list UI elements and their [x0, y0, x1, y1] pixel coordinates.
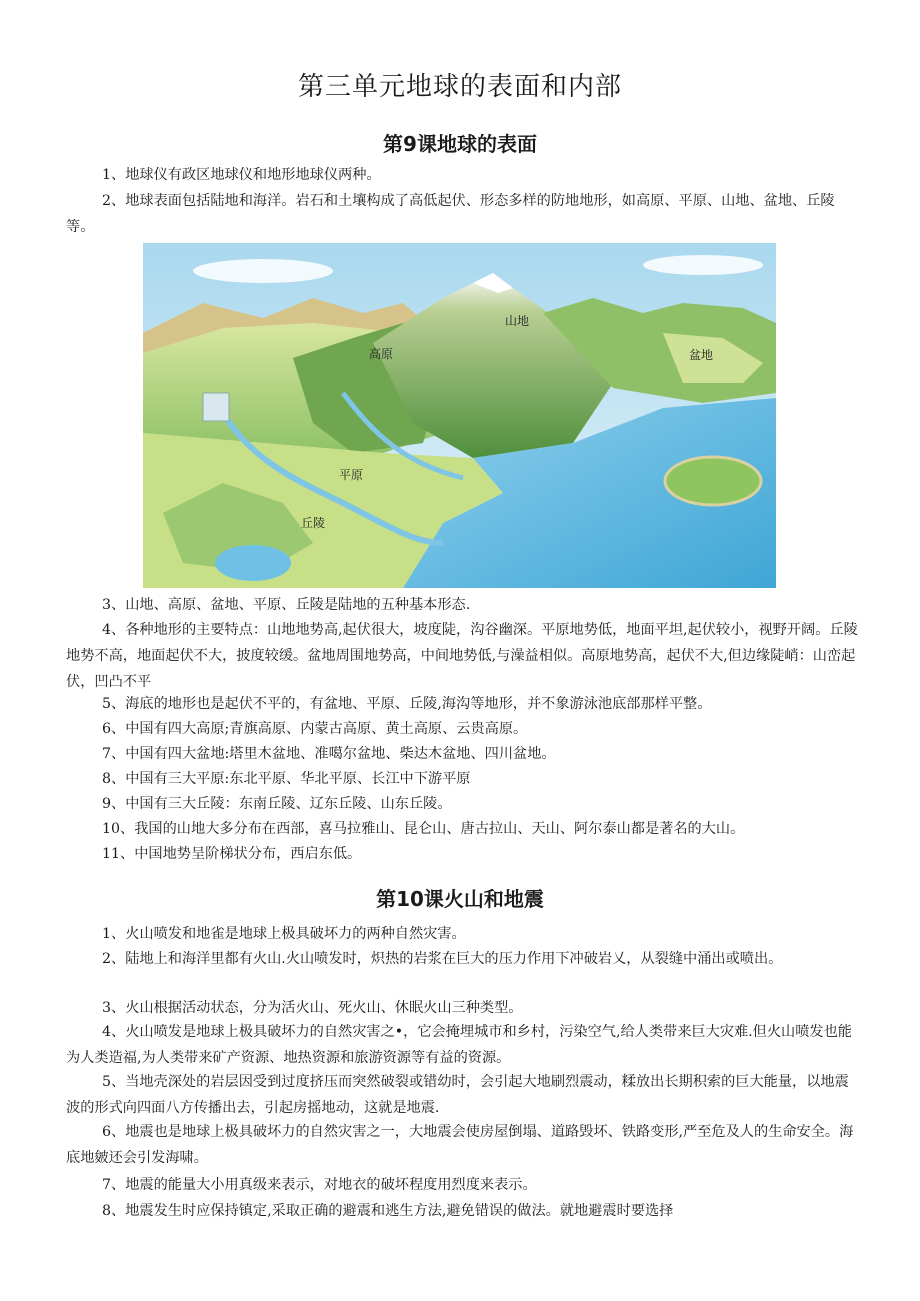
label-plateau: 高原: [369, 347, 394, 361]
lesson-9-item-5: 5、海底的地形也是起伏不平的，有盆地、平原、丘陵,海沟等地形，并不象游泳池底部那样平整。: [102, 696, 712, 712]
label-plain: 平原: [339, 468, 364, 482]
lesson-9-item-3: 3、山地、高原、盆地、平原、丘陵是陆地的五种基本形态.: [102, 597, 471, 613]
label-hill: 丘陵: [301, 516, 326, 530]
lake: [215, 545, 291, 581]
lesson-10-item-6: 6、地震也是地球上极具破坏力的自然灾害之一，大地震会使房屋倒塌、道路毁坏、铁路变形,严至危及人的生命安全。海底地皴还会引发海啸。: [66, 1124, 854, 1166]
lesson-9-item-1: 1、地球仪有政区地球仪和地形地球仪两种。: [102, 167, 381, 183]
lesson-10-item-3: 3、火山根据活动状态，分为活火山、死火山、休眠火山三种类型。: [102, 1000, 523, 1016]
island: [665, 457, 761, 505]
lesson-9-item-8: 8、中国有三大平原:东北平原、华北平原、长江中下游平原: [102, 771, 471, 787]
lesson-9-item-6: 6、中国有四大高原;青旗高原、内蒙古高原、黄土高原、云贵高原。: [102, 721, 528, 737]
lesson-9-heading: 第9课地球的表面: [383, 132, 537, 156]
lesson-9-item-11: 11、中国地势呈阶梯状分布，西启东低。: [102, 846, 362, 862]
lesson-10-item-8: 8、地震发生时应保持镇定,采取正确的避震和逃生方法,避免错误的做法。就地避震时要选择: [102, 1203, 674, 1219]
cloud: [643, 255, 763, 275]
lesson-10-item-2: 2、陆地上和海洋里都有火山.火山喷发时，炽热的岩浆在巨大的压力作用下冲破岩乂，从裂缝中涌出或喷出。: [102, 951, 783, 967]
lesson-10-item-4: 4、火山喷发是地球上极具破坏力的自然灾害之•，它会掩埋城市和乡村，污染空气,给人类带来巨大灾难.但火山喷发也能为人类造福,为人类带来矿产资源、地热资源和旅游资源等有益的资源。: [66, 1024, 852, 1066]
lesson-9-item-2: 2、地球表面包括陆地和海洋。岩石和土壤构成了高低起伏、形态多样的防地地形，如高原、平原、山地、盆地、丘陵等。: [66, 193, 835, 235]
unit-title: 第三单元地球的表面和内部: [297, 72, 622, 102]
cloud: [193, 259, 333, 283]
lesson-9-item-9: 9、中国有三大丘陵：东南丘陵、辽东丘陵、山东丘陵。: [102, 796, 452, 812]
lesson-9-item-4: 4、各种地形的主要特点：山地地势高,起伏很大，坡度陡，沟谷幽深。平原地势低，地面平坦,起伏较小，视野开阔。丘陵地势不高，地面起伏不大，披度较缓。盆地周围地势高，中间地势低,与澡益相似。高原地势高，起伏不大,但边缘陡峭：山峦起伏，凹凸不平: [66, 622, 858, 690]
lesson-10-heading: 第10课火山和地震: [376, 887, 544, 911]
terrain-svg: [143, 243, 776, 588]
lesson-9-item-7: 7、中国有四大盆地:塔里木盆地、准噶尔盆地、柴达木盆地、四川盆地。: [102, 746, 556, 762]
lesson-10-item-5: 5、当地壳深处的岩层因受到过度挤压而突然破裂或错幼时，会引起大地刷烈震动，糅放出长期积索的巨大能量，以地震波的形式向四面八方传播出去，引起房摇地动，这就是地震.: [66, 1074, 849, 1116]
dam: [203, 393, 229, 421]
lesson-9-item-10: 10、我国的山地大多分布在西部，喜马拉雅山、昆仑山、唐古拉山、天山、阿尔泰山都是著名的大山。: [102, 821, 745, 837]
lesson-10-item-7: 7、地震的能量大小用真级来表示，对地衣的破坏程度用烈度来表示。: [102, 1177, 537, 1193]
lesson-10-item-1: 1、火山喷发和地雀是地球上极具破坏力的两种自然灾害。: [102, 926, 466, 942]
label-mountain: 山地: [505, 314, 530, 328]
terrain-illustration: [143, 243, 776, 588]
label-basin: 盆地: [689, 348, 714, 362]
